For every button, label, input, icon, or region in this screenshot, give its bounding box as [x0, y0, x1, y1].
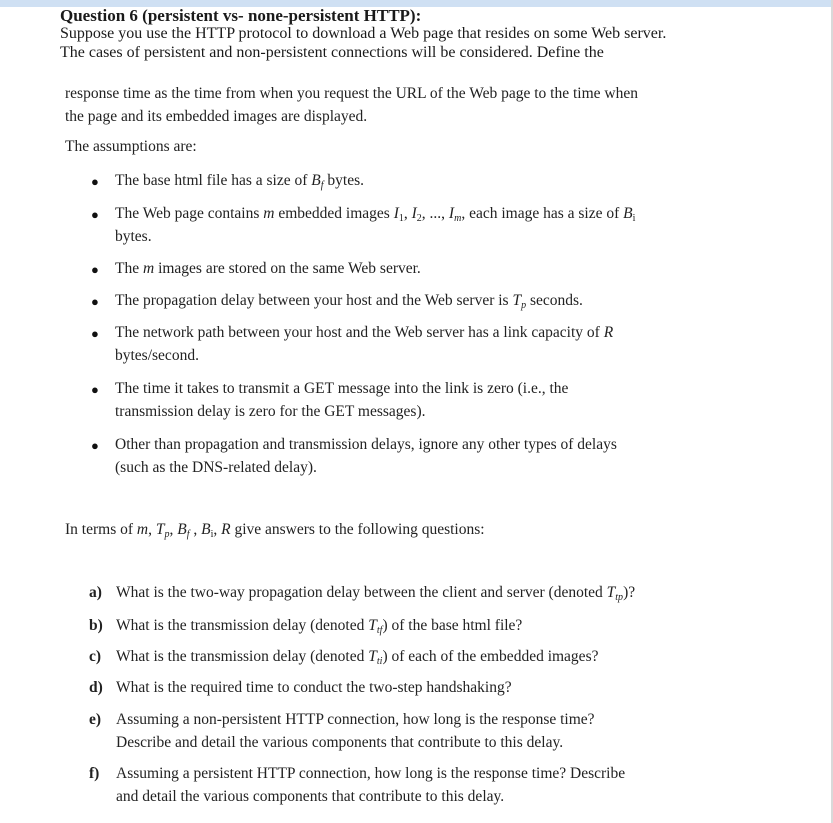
intro-line-2: The cases of persistent and non-persistent connections will be considered. Define the	[60, 44, 604, 61]
question-text: Assuming a persistent HTTP connection, how long is the response time? Describe	[116, 765, 626, 782]
question-label: f)	[89, 765, 100, 782]
question-text: What is the transmission delay (denoted $T_{ti}$) of each of the embedded images?	[116, 648, 599, 667]
question-label: e)	[89, 711, 102, 728]
bullet-icon: ●	[91, 174, 99, 189]
question-label: a)	[89, 584, 102, 601]
assumption-text-cont: bytes.	[115, 228, 152, 245]
assumption-text-cont: (such as the DNS-related delay).	[115, 459, 317, 476]
bullet-icon: ●	[91, 326, 99, 341]
assumption-text: The base html file has a size of $B_f$ bytes.	[115, 172, 364, 191]
question-label: d)	[89, 679, 103, 696]
question-label: b)	[89, 617, 103, 634]
terms-line: In terms of m, $T_p$, $B_f$ , $B_i$, R give answers to the following questions:	[65, 521, 485, 540]
question-label: c)	[89, 648, 102, 665]
assumptions-heading: The assumptions are:	[65, 138, 197, 155]
bullet-icon: ●	[91, 262, 99, 277]
assumption-text-cont: bytes/second.	[115, 347, 199, 364]
bullet-icon: ●	[91, 207, 99, 222]
assumption-text: The propagation delay between your host and the Web server is $T_p$ seconds.	[115, 292, 583, 311]
intro-line-1: Suppose you use the HTTP protocol to download a Web page that resides on some Web server.	[60, 25, 667, 42]
assumption-text: The m images are stored on the same Web server.	[115, 260, 421, 277]
question-text: What is the required time to conduct the two-step handshaking?	[116, 679, 512, 696]
assumption-text: The time it takes to transmit a GET message into the link is zero (i.e., the	[115, 380, 569, 397]
question-text: What is the two-way propagation delay between the client and server (denoted $T_{tp}$)?	[116, 584, 636, 603]
bullet-icon: ●	[91, 294, 99, 309]
assumption-text: The Web page contains m embedded images $I_1$, $I_2$, ..., $I_m$, each image has a size of $B_i$	[115, 205, 636, 224]
assumption-text-cont: transmission delay is zero for the GET messages).	[115, 403, 426, 420]
assumption-text: The network path between your host and the Web server has a link capacity of R	[115, 324, 614, 341]
response-line-1: response time as the time from when you request the URL of the Web page to the time when	[65, 85, 638, 102]
response-line-2: the page and its embedded images are displayed.	[65, 108, 368, 125]
bullet-icon: ●	[91, 382, 99, 397]
question-text-cont: Describe and detail the various components that contribute to this delay.	[116, 734, 564, 751]
assumption-text: Other than propagation and transmission delays, ignore any other types of delays	[115, 436, 617, 453]
bullet-icon: ●	[91, 438, 99, 453]
question-text: What is the transmission delay (denoted $T_{tf}$) of the base html file?	[116, 617, 523, 636]
question-title: Question 6 (persistent vs- none-persistent HTTP):	[60, 6, 422, 25]
question-text: Assuming a non-persistent HTTP connection, how long is the response time?	[116, 711, 595, 728]
question-text-cont: and detail the various components that contribute to this delay.	[116, 788, 505, 805]
